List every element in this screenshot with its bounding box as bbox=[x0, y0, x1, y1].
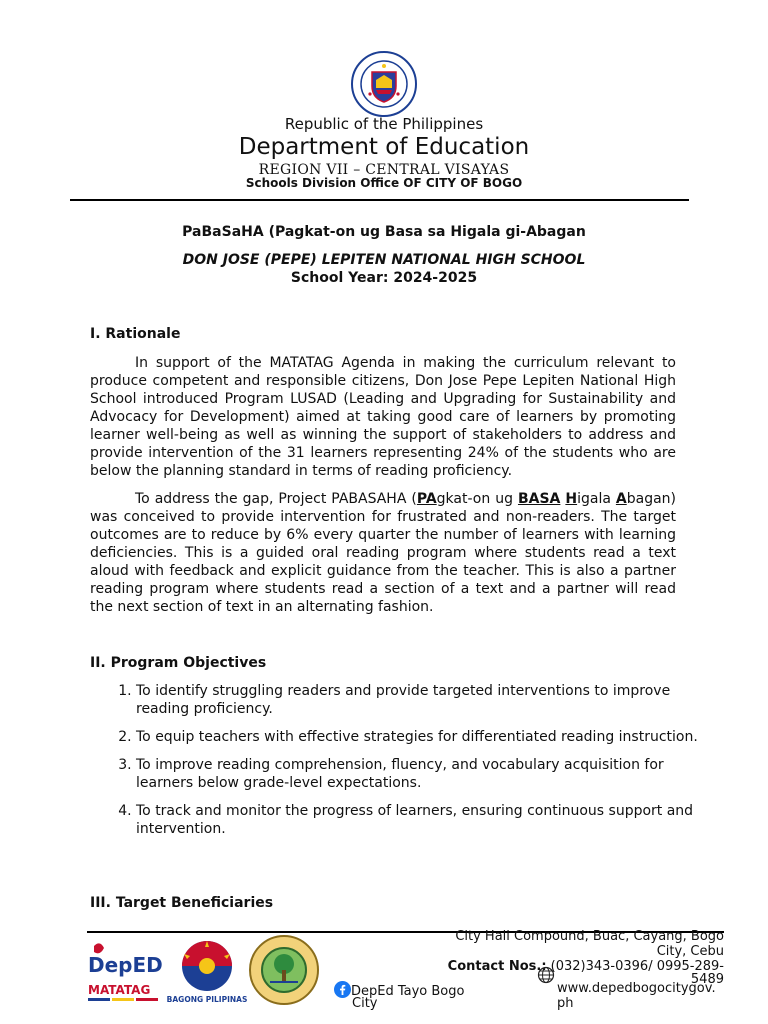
acronym-a-rest: bagan) bbox=[626, 491, 677, 507]
facebook-label: DepEd Tayo Bogo bbox=[351, 984, 465, 999]
facebook-icon bbox=[334, 981, 351, 998]
division-seal-icon bbox=[248, 934, 320, 1006]
website-link[interactable]: www.depedbogocitygov. bbox=[557, 981, 716, 996]
contact-numbers: (032)343-0396/ 0995-289- bbox=[546, 959, 724, 974]
footer-contact-2: 5489 bbox=[690, 972, 724, 987]
list-item: 1. To identify struggling readers and provide targeted interventions to improve reading proficiency. bbox=[136, 682, 722, 718]
contact-label: Contact Nos.: bbox=[447, 959, 547, 974]
deped-logo-icon bbox=[86, 940, 163, 1006]
beneficiaries-heading: III. Target Beneficiaries bbox=[90, 895, 274, 911]
bagong-pilipinas-text: BAGONG PILIPINAS bbox=[166, 995, 248, 1004]
school-year: School Year: 2024-2025 bbox=[290, 270, 478, 286]
acronym-basa: BASA bbox=[517, 491, 561, 507]
facebook-label-2[interactable]: City bbox=[352, 996, 378, 1011]
list-item: 3. To improve reading comprehension, fluency, and vocabulary acquisition for learners below grade-level expectations. bbox=[136, 756, 722, 792]
footer-contact bbox=[430, 959, 724, 974]
footer-address: City Hall Compound, Buac, Cayang, Bogo City, Cebu bbox=[455, 929, 724, 959]
list-item: 4. To track and monitor the progress of learners, ensuring continuous support and intervention. bbox=[136, 802, 722, 838]
division-text: Schools Division Office OF CITY OF BOGO bbox=[245, 176, 523, 190]
school-name: DON JOSE (PEPE) LEPITEN NATIONAL HIGH SCHOOL bbox=[182, 252, 586, 268]
website-link-2[interactable]: ph bbox=[557, 996, 574, 1011]
acronym-h: H bbox=[565, 491, 578, 507]
department-title: Department of Education bbox=[238, 134, 530, 160]
rationale-heading: I. Rationale bbox=[90, 326, 181, 342]
para2-end: was conceived to provide intervention for frustrated and non-readers. The target outcomes are to reduce by 6% every quarter the number of learners with learning deficiencies. This is a guided oral reading program where students read a text aloud with feedback and explicit guidance from the teacher. This is also a partner reading program where students read a section of a text and a partner will read the next section of text in an alternating fashion. bbox=[90, 509, 676, 615]
acronym-a: A bbox=[615, 491, 627, 507]
rationale-paragraph-2 bbox=[90, 490, 676, 616]
acronym-pa-rest: gkat-on ug bbox=[436, 491, 518, 507]
document-title: PaBaSaHA (Pagkat-on ug Basa sa Higala gi-Abagan bbox=[182, 224, 586, 240]
para2-start: To address the gap, Project PABASAHA ( bbox=[135, 491, 417, 507]
republic-text: Republic of the Philippines bbox=[284, 115, 484, 133]
acronym-pa: PA bbox=[416, 491, 437, 507]
rationale-paragraph-1 bbox=[90, 354, 676, 480]
deped-seal-icon bbox=[350, 50, 418, 118]
globe-icon bbox=[537, 966, 555, 984]
region-text: REGION VII – CENTRAL VISAYAS bbox=[258, 162, 510, 178]
header-divider bbox=[70, 199, 689, 201]
list-item: 2. To equip teachers with effective strategies for differentiated reading instruction. bbox=[136, 728, 722, 746]
rationale-paragraph-1-text: In support of the MATATAG Agenda in making the curriculum relevant to produce competent and responsible citizens, Don Jose Pepe Lepiten National High School introduced Program LUSAD (Leading and Upgrading for Sustainability and Advocacy for Development) aimed at taking good care of learners by promoting learner well-being as well as winning the support of stakeholders to address and provide intervention of the 31 learners representing 24% of the students who are below the planning standard in terms of reading proficiency. bbox=[90, 355, 676, 479]
deped-logo-text: DepED bbox=[88, 953, 163, 977]
objectives-list bbox=[90, 682, 722, 848]
deped-logo-sub: MATATAG bbox=[88, 983, 151, 997]
objectives-heading: II. Program Objectives bbox=[90, 655, 267, 671]
acronym-h-rest: igala bbox=[577, 491, 616, 507]
bagong-pilipinas-logo-icon bbox=[166, 938, 248, 1006]
